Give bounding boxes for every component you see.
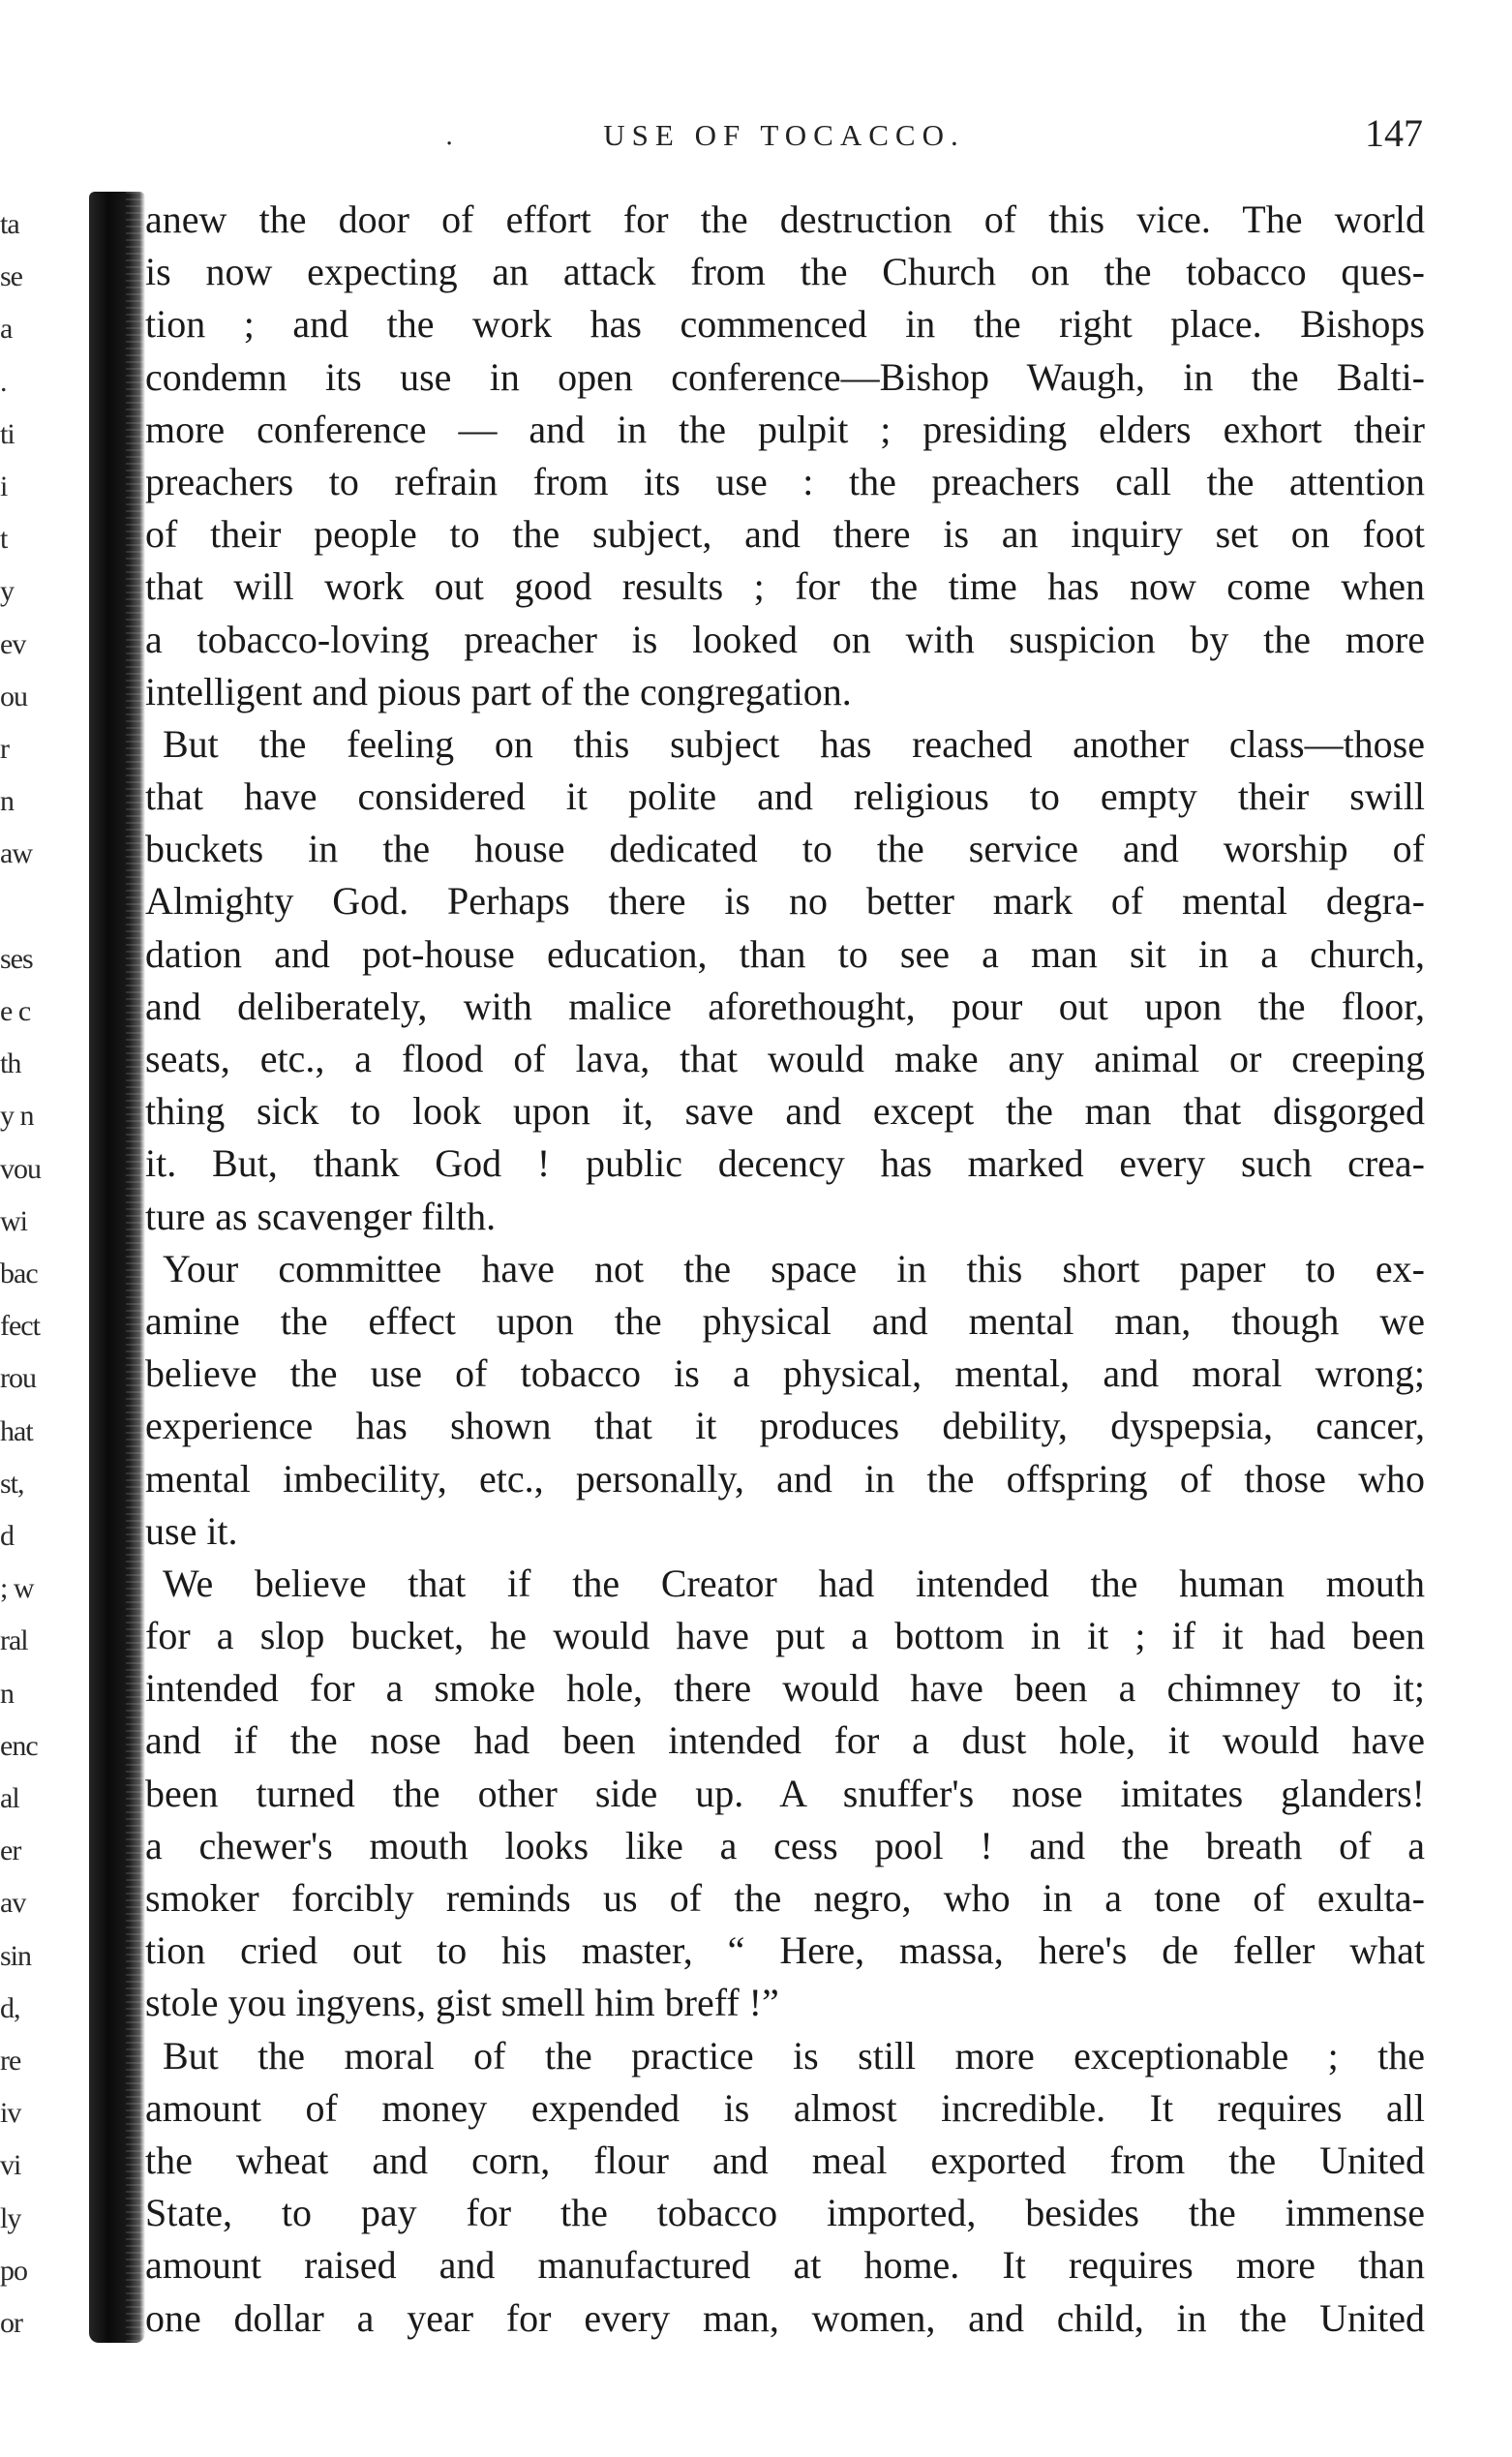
gutter-fragment: se: [0, 260, 22, 293]
gutter-fragment: sin: [0, 1939, 32, 1972]
text-line: is now expecting an attack from the Church on the tobacco ques-: [145, 250, 1425, 294]
text-line: that will work out good results ; for the time has now come when: [145, 564, 1425, 609]
gutter-fragment: .: [0, 365, 7, 398]
gutter-fragment: y: [0, 575, 14, 608]
gutter-fragment: ev: [0, 627, 26, 660]
text-line: and if the nose had been intended for a dust hole, it would have: [145, 1718, 1425, 1763]
text-line: amine the effect upon the physical and mental man, though we: [145, 1298, 1425, 1343]
gutter-fragment: ta: [0, 208, 19, 240]
gutter-fragment: enc: [0, 1729, 38, 1762]
gutter-fragment: t: [0, 523, 8, 556]
gutter-fragment: po: [0, 2254, 27, 2287]
gutter-fragment: or: [0, 2307, 22, 2339]
text-line: dation and pot-house education, than to see a man sit in a church,: [145, 931, 1425, 976]
text-line: amount of money expended is almost incredible. It requires all: [145, 2085, 1425, 2130]
text-line: stole you ingyens, gist smell him breff !”: [145, 1981, 779, 2025]
text-line: preachers to refrain from its use : the preachers call the attention: [145, 459, 1425, 503]
gutter-fragment: th: [0, 1047, 21, 1080]
running-head: USE OF TOCACCO.: [603, 118, 965, 152]
text-line: the wheat and corn, flour and meal exported from the United: [145, 2138, 1425, 2182]
gutter-fragment: n: [0, 1677, 14, 1710]
gutter-fragment: bac: [0, 1258, 38, 1289]
gutter-fragment: wi: [0, 1204, 27, 1237]
gutter-fragment: er: [0, 1835, 21, 1867]
text-line: buckets in the house dedicated to the service and worship of: [145, 827, 1425, 871]
text-line: But the feeling on this subject has reached another class—those: [163, 721, 1425, 766]
text-line: Almighty God. Perhaps there is no better mark of mental degra-: [145, 879, 1425, 924]
text-line: amount raised and manufactured at home. It requires more than: [145, 2243, 1425, 2288]
text-line: mental imbecility, etc., personally, and in the offspring of those who: [145, 1456, 1425, 1501]
text-line: ture as scavenger filth.: [145, 1194, 497, 1238]
text-line: State, to pay for the tobacco imported, besides the immense: [145, 2191, 1425, 2235]
gutter-fragment: ly: [0, 2201, 21, 2234]
text-line: tion cried out to his master, “ Here, massa, here's de feller what: [145, 1928, 1425, 1973]
gutter-fragment: r: [0, 733, 9, 765]
text-line: been turned the other side up. A snuffer's nose imitates glanders!: [145, 1771, 1425, 1815]
gutter-fragment: d: [0, 1520, 14, 1552]
header-dot-mark: ·: [445, 130, 454, 159]
text-line: But the moral of the practice is still more exceptionable ; the: [163, 2033, 1425, 2078]
gutter-fragment: i: [0, 470, 8, 502]
text-line: one dollar a year for every man, women, and child, in the United: [145, 2295, 1425, 2340]
gutter-fragment: y n: [0, 1100, 34, 1133]
gutter-fragment: hat: [0, 1414, 33, 1447]
text-line: more conference — and in the pulpit ; presiding elders exhort their: [145, 407, 1425, 451]
gutter-fragment: e c: [0, 995, 31, 1027]
page-number: 147: [1365, 111, 1423, 155]
gutter-fragment: av: [0, 1887, 26, 1920]
text-line: for a slop bucket, he would have put a bottom in it ; if it had been: [145, 1614, 1425, 1658]
text-line: and deliberately, with malice aforethought, pour out upon the floor,: [145, 984, 1425, 1028]
text-line: intelligent and pious part of the congregation.: [145, 669, 852, 713]
text-line: Your committee have not the space in this short paper to ex-: [163, 1246, 1425, 1290]
gutter-fragment: aw: [0, 837, 32, 870]
gutter-fragment: ral: [0, 1624, 28, 1657]
gutter-fragment: re: [0, 2045, 21, 2077]
text-line: thing sick to look upon it, save and except the man that disgorged: [145, 1089, 1425, 1134]
gutter-fragment: ti: [0, 417, 15, 450]
page-header: [145, 111, 1423, 172]
text-line: seats, etc., a flood of lava, that would make any animal or creeping: [145, 1037, 1425, 1080]
text-line: condemn its use in open conference—Bishop Waugh, in the Balti-: [145, 354, 1425, 399]
gutter-fragment: ses: [0, 942, 33, 975]
text-line: experience has shown that it produces debility, dyspepsia, cancer,: [145, 1404, 1425, 1448]
text-line: a chewer's mouth looks like a cess pool ! and the breath of a: [145, 1823, 1425, 1867]
gutter-fragment: ; w: [0, 1572, 34, 1605]
binding-shadow: [89, 192, 145, 2343]
text-line: smoker forcibly reminds us of the negro, who in a tone of exulta-: [145, 1876, 1425, 1920]
gutter-fragment: st,: [0, 1467, 24, 1500]
gutter-fragment: vi: [0, 2149, 21, 2182]
gutter-fragment: iv: [0, 2097, 21, 2130]
gutter-fragment: d,: [0, 1991, 20, 2024]
text-line: We believe that if the Creator had intended the human mouth: [163, 1561, 1425, 1605]
gutter-fragment: fect: [0, 1310, 40, 1343]
text-line: intended for a smoke hole, there would have been a chimney to it;: [145, 1666, 1425, 1711]
gutter-fragment: ou: [0, 680, 27, 713]
gutter-fragment: al: [0, 1782, 19, 1814]
text-line: tion ; and the work has commenced in the right place. Bishops: [145, 302, 1425, 347]
text-line: believe the use of tobacco is a physical, mental, and moral wrong;: [145, 1351, 1425, 1396]
gutter-fragment: n: [0, 785, 14, 818]
gutter-fragment: vou: [0, 1152, 41, 1185]
text-line: use it.: [145, 1508, 238, 1553]
text-line: of their people to the subject, and there is an inquiry set on foot: [145, 512, 1425, 557]
body-text: [145, 194, 1425, 2345]
gutter-fragment: rou: [0, 1362, 36, 1395]
text-line: it. But, thank God ! public decency has marked every such crea-: [145, 1141, 1425, 1186]
gutter-fragment: a: [0, 313, 13, 346]
text-line: anew the door of effort for the destruction of this vice. The world: [145, 197, 1425, 241]
text-line: a tobacco-loving preacher is looked on with suspicion by the more: [145, 617, 1425, 661]
text-line: that have considered it polite and religious to empty their swill: [145, 774, 1425, 819]
